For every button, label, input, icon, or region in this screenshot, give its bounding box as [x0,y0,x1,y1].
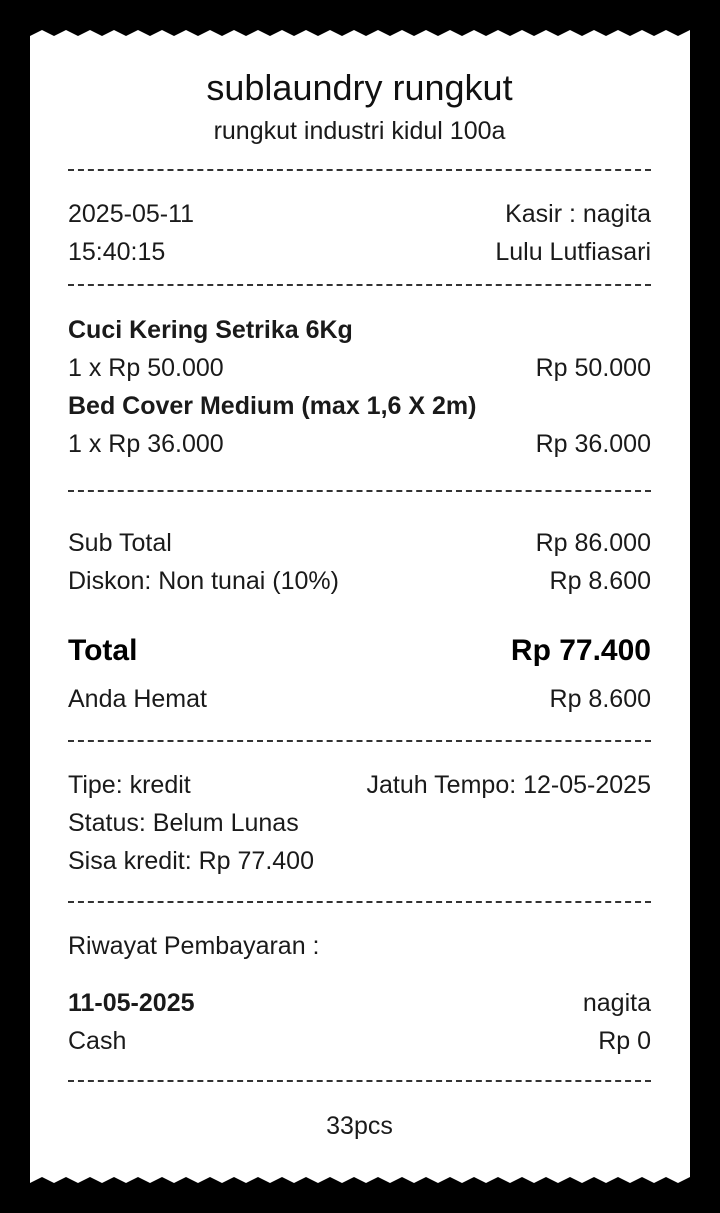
item-name [68,315,651,345]
subtotal-value: Rp 86.000 [535,529,651,557]
transaction-time: 15:40:15 [68,238,166,266]
store-address: rungkut industri kidul 100a [213,117,506,145]
item-name [68,391,651,421]
receipt-content [68,30,651,1183]
total-value: Rp 77.400 [510,634,651,667]
receipt [30,30,690,1183]
history-method: Cash [68,1027,127,1055]
piece-count: 33pcs [326,1112,393,1140]
item-amount: Rp 50.000 [535,354,651,382]
payment-due-date: Jatuh Tempo: 12-05-2025 [366,771,651,799]
meta-row-1 [68,199,651,229]
item-amount: Rp 36.000 [535,430,651,458]
item-name-text: Bed Cover Medium (max 1,6 X 2m) [68,392,477,420]
history-title-row [68,931,651,961]
divider [68,740,651,742]
store-name: sublaundry rungkut [206,67,513,108]
item-line [68,353,651,383]
transaction-date: 2025-05-11 [68,200,195,228]
history-entry-row-2 [68,1026,651,1056]
item-line [68,429,651,459]
cashier-name: Kasir : nagita [505,200,651,228]
item-name-text: Cuci Kering Setrika 6Kg [68,316,353,344]
discount-label: Diskon: Non tunai (10%) [68,567,339,595]
subtotal-row [68,528,651,558]
payment-remaining-row [68,846,651,876]
total-row [68,633,651,669]
divider [68,490,651,492]
item-qty-price: 1 x Rp 36.000 [68,430,224,458]
history-date: 11-05-2025 [68,989,195,1017]
divider [68,284,651,286]
meta-row-2 [68,237,651,267]
divider [68,169,651,171]
customer-name: Lulu Lutfiasari [495,238,651,266]
divider [68,1080,651,1082]
payment-status: Status: Belum Lunas [68,809,299,837]
discount-value: Rp 8.600 [549,567,651,595]
history-entry-row-1 [68,988,651,1018]
saved-row [68,684,651,714]
payment-type: Tipe: kredit [68,771,191,799]
item-qty-price: 1 x Rp 50.000 [68,354,224,382]
history-title: Riwayat Pembayaran : [68,932,320,960]
subtotal-label: Sub Total [68,529,172,557]
payment-remaining: Sisa kredit: Rp 77.400 [68,847,314,875]
discount-row [68,566,651,596]
saved-value: Rp 8.600 [549,685,651,713]
history-amount: Rp 0 [598,1027,651,1055]
payment-type-row [68,770,651,800]
divider [68,901,651,903]
total-label: Total [68,634,138,667]
history-user: nagita [582,989,651,1017]
payment-status-row [68,808,651,838]
saved-label: Anda Hemat [68,685,207,713]
